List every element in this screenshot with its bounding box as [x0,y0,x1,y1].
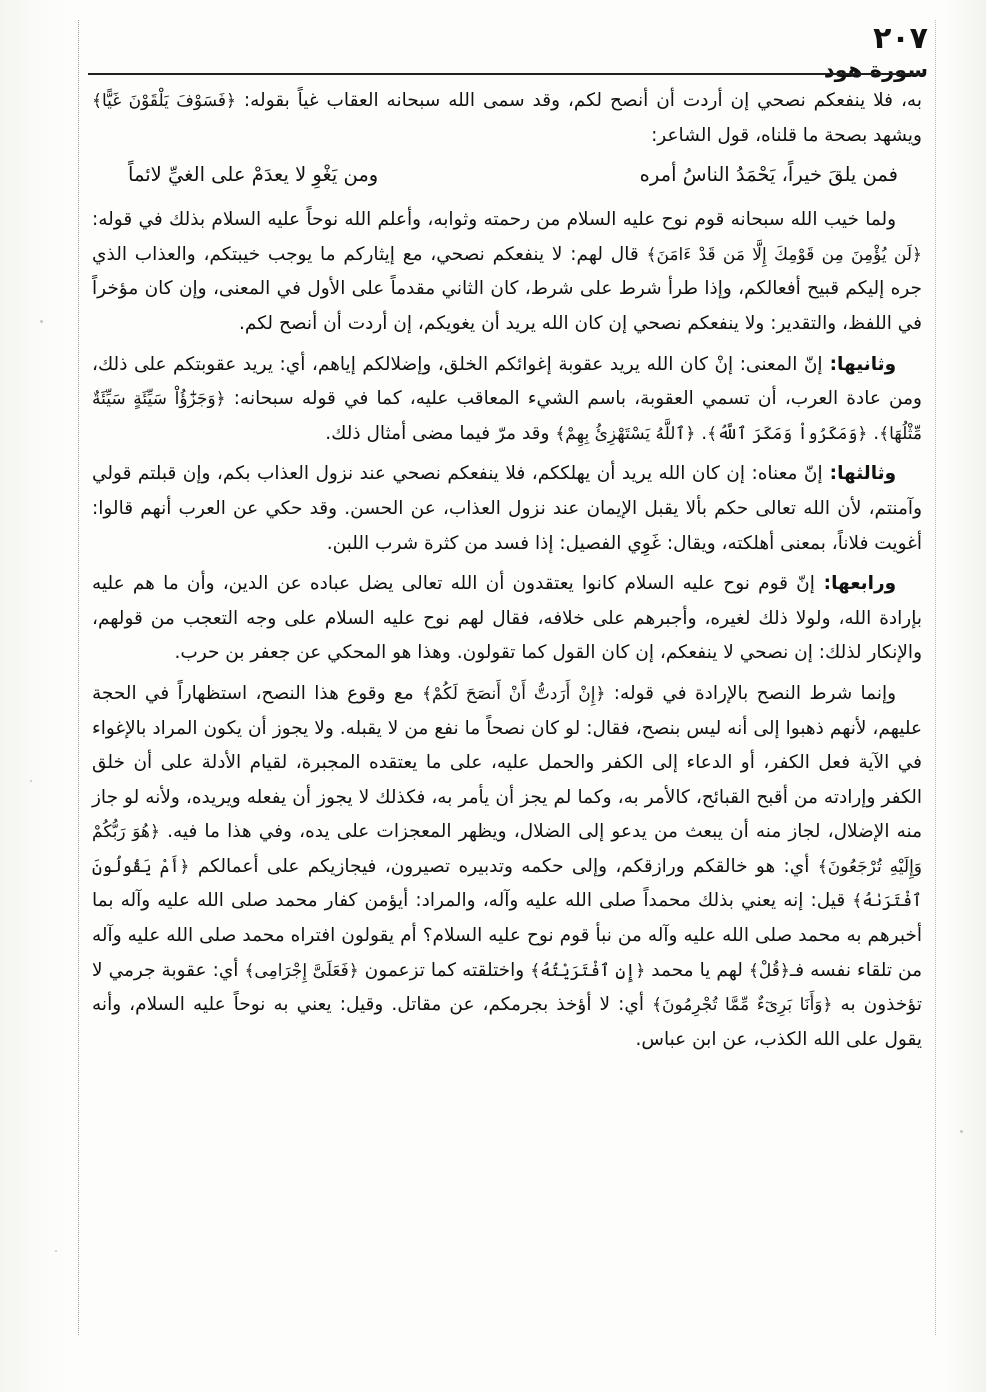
paragraph-text: أي: عقوبة جرمي لا تؤخذون به [92,959,923,1016]
paragraph-p2 [92,203,922,341]
header-divider [88,73,924,75]
paragraph-text: إنّ المعنى: إنْ كان الله يريد عقوبة إغوائكم الخلق، وإضلالكم إياهم، أي: يريد عقوبتكم على ذلك، ومن عادة العرب، أن تسمي العقوبة، باسم الشيء المعاقب عليه، كما في قوله سبحانه: [92,353,922,410]
paragraph-text: أي: هو خالقكم ورازقكم، وإلى حكمه وتدبيره تصيرون، فيجازيكم على أعمالكم [189,855,818,877]
quran-quote: ﴿وَجَزَٰٓؤُاْ سَيِّئَةٍ سَيِّئَةٌ مِّثْلُهَا﴾ [92,389,922,444]
quran-quote: ﴿إِنْ أَرَدتُّ أَنْ أَنصَحَ لَكُمْ﴾ [422,683,606,704]
paragraph-p1 [92,84,922,153]
scan-speckle [30,780,32,782]
quran-quote: ﴿وَأَنَا بَرِىٓءٌ مِّمَّا تُجْرِمُونَ﴾ [652,995,833,1016]
paragraph-text: إنّ معناه: إن كان الله يريد أن يهلككم، فلا ينفعكم نصحي عند نزول العذاب بكم، وإن قبلتم قولي وآمنتم، لأن الله تعالى حكم بألا يقبل الإيمان عند نزول العذاب، عن الحسن. وقد حكي عن العرب أنهم قالوا: أغويت فلاناً، بمعنى أهلكته، ويقال: غَوِي الفصيل: إذا فسد من كثرة شرب اللبن. [92,463,922,554]
quran-quote: ﴿أَمْ يَقُولُونَ ٱفْتَرَىٰهُ﴾ [92,856,922,912]
poem-hemistich-first: فمن يلقَ خيراً، يَحْمَدُ الناسُ أمره [639,163,898,187]
paragraph-text: إنّ قوم نوح عليه السلام كانوا يعتقدون أن الله تعالى يضل عباده عن الدين، وأن ما هم عليه بإرادة الله، ولولا ذلك لغيره، وأجبرهم على خلافه، فقال لهم نوح عليه السلام على وجه التعجب من قولهم، والإنكار لذلك: إن نصحي لا ينفعكم، إن كان القول كما تقولون. وهذا هو المحكي عن جعفر بن حرب. [92,573,922,664]
paragraph-text: وإنما شرط النصح بالإرادة في قوله: [605,682,897,704]
paragraph-text: ويشهد بصحة ما قلناه، قول الشاعر: [651,124,922,146]
quran-quote: ﴿إِنِ ٱفْتَرَيْتُهُ﴾ [530,960,646,981]
paragraph-text: . [867,422,880,444]
paragraph-text: به، فلا ينفعكم نصحي إن أردت أن أنصح لكم، وقد سمى الله سبحانه العقاب غياً بقوله: [235,90,922,111]
page-number: ٢٠٧ [873,21,928,56]
margin-rule-left [78,20,79,1335]
commentary-body [92,84,922,1057]
quran-quote: ﴿لَن يُؤْمِنَ مِن قَوْمِكَ إِلَّا مَن قَدْ ءَامَنَ﴾ [646,244,922,265]
surah-title: سورة هود [823,58,928,82]
paragraph-text: ولما خيب الله سبحانه قوم نوح عليه السلام من رحمته وثوابه، وأعلم الله نوحاً عليه السلام بذلك في قوله: [92,209,897,231]
scan-speckle [40,320,43,323]
quran-quote: ﴿هُوَ رَبُّكُمْ وَإِلَيْهِ تُرْجَعُونَ﴾ [92,822,922,877]
paragraph-text: واختلقته كما تزعمون [358,959,531,981]
margin-rule-right [935,20,936,1335]
paragraph-text: مع وقوع هذا النصح، استظهاراً في الحجة عليهم، لأنهم ذهبوا إلى أنه ليس بنصح، فقال: لو كان نصحاً ما نفع من لا يقبله. ولا يجوز أن يكون المراد بالإغواء في الآية فعل الكفر، أو الدعاء إلى الكفر والحمل عليه، على ما يعتقده المجبرة، لقيام الأدلة على أن خلق الكفر وإرادته من أقبح القبائح، كالأمر به، وكما لم يجز أن يأمر به، فكذلك لا يجوز أن يفعله ويريده، ولأنه لو جاز منه الإضلال، لجاز منه أن يبعث من يدعو إلى الضلال، ويظهر المعجزات على يده، وفي هذا ما فيه. [92,682,922,843]
page-header [88,18,928,82]
paragraph-text: قيل: إنه يعني بذلك محمداً صلى الله عليه وآله، والمراد: أيؤمن كفار محمد صلى الله عليه وآله بما أخبرهم به محمد صلى الله عليه وآله من نبأ قوم نوح عليه السلام؟ أم يقولون افتراه محمد صلى الله عليه وآله من تلقاء نفسه فـ [92,890,923,981]
poem-verse [92,153,922,197]
quran-quote: ﴿فَعَلَىَّ إِجْرَامِى﴾ [244,960,359,981]
section-lead: ورابعها: [814,573,897,595]
scan-margin-right [946,0,986,1392]
paragraph-p5 [92,567,922,671]
paragraph-text: قال لهم: لا ينفعكم نصحي، مع إيثاركم ما يوجب خيبتكم، والعذاب الذي جره إليكم قبيح أفعالكم، وإذا طرأ شرط على شرط، كان الثاني مقدماً على الأول في المعنى، وإن كان مؤخراً في اللفظ، والتقدير: ولا ينفعكم نصحي إن كان الله يريد أن يغويكم، إن أردت أن أنصح لكم. [92,243,922,334]
paragraph-text: وقد مرّ فيما مضى أمثال ذلك. [325,422,556,444]
scan-speckle [960,1130,963,1133]
paragraph-text: أي: لا أؤخذ بجرمكم، عن مقاتل. وقيل: يعني به نوحاً عليه السلام، وأنه يقول على الله الكذب، عن ابن عباس. [92,994,922,1050]
quran-quote: ﴿فَسَوْفَ يَلْقَوْنَ غَيًّا﴾ [92,91,236,111]
section-lead: وثانيها: [822,353,897,375]
scan-speckle [55,1250,57,1252]
quran-quote: ﴿وَمَكَرُواْ وَمَكَرَ ٱللَّهُ﴾ [707,423,868,444]
quran-quote: ﴿ٱللَّهُ يَسْتَهْزِئُ بِهِمْ﴾ [555,423,696,444]
paragraph-p6 [92,677,922,1058]
quran-quote: ﴿قُلْ﴾ [748,960,790,981]
paragraph-text: . [695,422,708,444]
poem-hemistich-second: ومن يَغْوِ لا يعدَمْ على الغيِّ لائماً [128,163,379,187]
section-lead: وثالثها: [822,463,897,485]
paragraph-text: لهم يا محمد [645,959,749,981]
paragraph-p4 [92,457,922,561]
scan-margin-left [0,0,70,1392]
paragraph-p3 [92,348,922,452]
